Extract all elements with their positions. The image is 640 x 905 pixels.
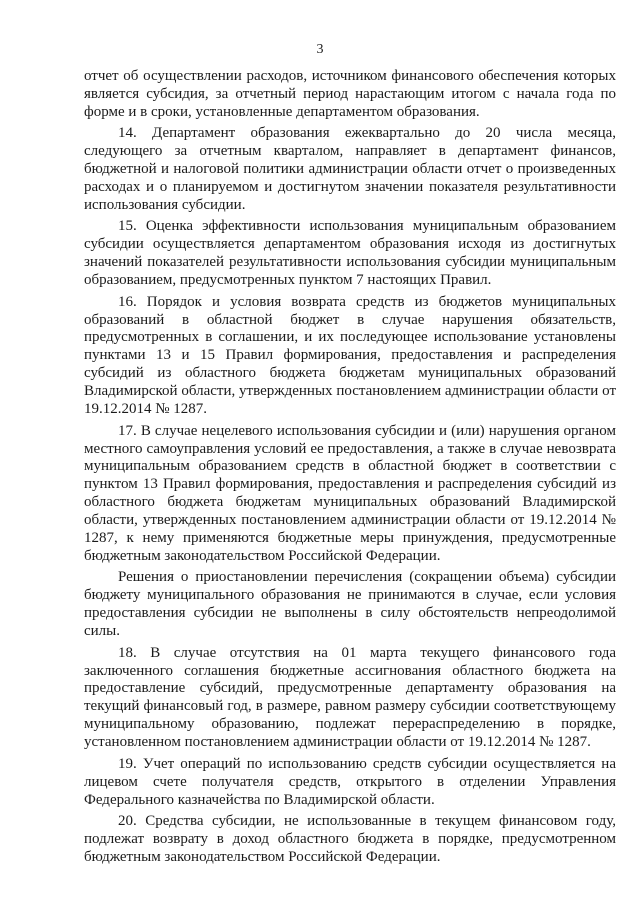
paragraph-19: 19. Учет операций по использованию средств субсидии осуществляется на лицевом счете получателя средств, открытого в отделении Управления Федерального казначейства по Владимирской области. xyxy=(84,755,616,808)
paragraph-continuation: отчет об осуществлении расходов, источником финансового обеспечения которых является субсидия, за отчетный период нарастающим итогом с начала года по форме и в сроки, установленные департаментом образования. xyxy=(84,68,616,120)
paragraph-16: 16. Порядок и условия возврата средств из бюджетов муниципальных образований в областной бюджет в случае нарушения обязательств, предусмотренных в соглашении, и их последующее использование установлены пунктами 13 и 15 Правил формирования, предоставления и распределения субсидий из областного бюджета бюджетам муниципальных образований Владимирской области, утвержденных постановлением администрации области от 19.12.2014 № 1287. xyxy=(84,293,616,418)
page-number: 3 xyxy=(316,42,324,57)
document-body xyxy=(84,68,616,870)
paragraph-14: 14. Департамент образования ежеквартально до 20 числа месяца, следующего за отчетным кварталом, направляет в департамент финансов, бюджетной и налоговой политики администрации области отчет о произведенных расходах и о планируемом и достигнутом значении показателя результативности использования субсидии. xyxy=(84,125,616,213)
paragraph-17: 17. В случае нецелевого использования субсидии и (или) нарушения органом местного самоуправления условий ее предоставления, а также в случае невозврата муниципальным образованием средств в областной бюджет в соответствии с пунктом 13 Правил формирования, предоставления и распределения субсидий из областного бюджета бюджетам муниципальных образований Владимирской области, утвержденных постановлением администрации области от 19.12.2014 № 1287, к нему применяются бюджетные меры принуждения, предусмотренные бюджетным законодательством Российской Федерации. xyxy=(84,422,616,564)
paragraph-15: 15. Оценка эффективности использования муниципальным образованием субсидии осуществляется департаментом образования исходя из достигнутых значений показателей результативности использования субсидии муниципальным образованием, предусмотренных пунктом 7 настоящих Правил. xyxy=(84,218,616,289)
paragraph-17-decisions: Решения о приостановлении перечисления (сокращении объема) субсидии бюджету муниципального образования не принимаются в случае, если условия предоставления субсидии не выполнены в силу обстоятельств непреодолимой силы. xyxy=(84,569,616,640)
paragraph-18: 18. В случае отсутствия на 01 марта текущего финансового года заключенного соглашения бюджетные ассигнования областного бюджета на предоставление субсидий, предусмотренные департаменту образования на текущий финансовый год, в размере, равном размеру субсидии соответствующему муниципальному образованию, подлежат перераспределению в порядке, установленном постановлением администрации области от 19.12.2014 № 1287. xyxy=(84,644,616,751)
paragraph-20: 20. Средства субсидии, не использованные в текущем финансовом году, подлежат возврату в доход областного бюджета в порядке, предусмотренном бюджетным законодательством Российской Федерации. xyxy=(84,813,616,865)
